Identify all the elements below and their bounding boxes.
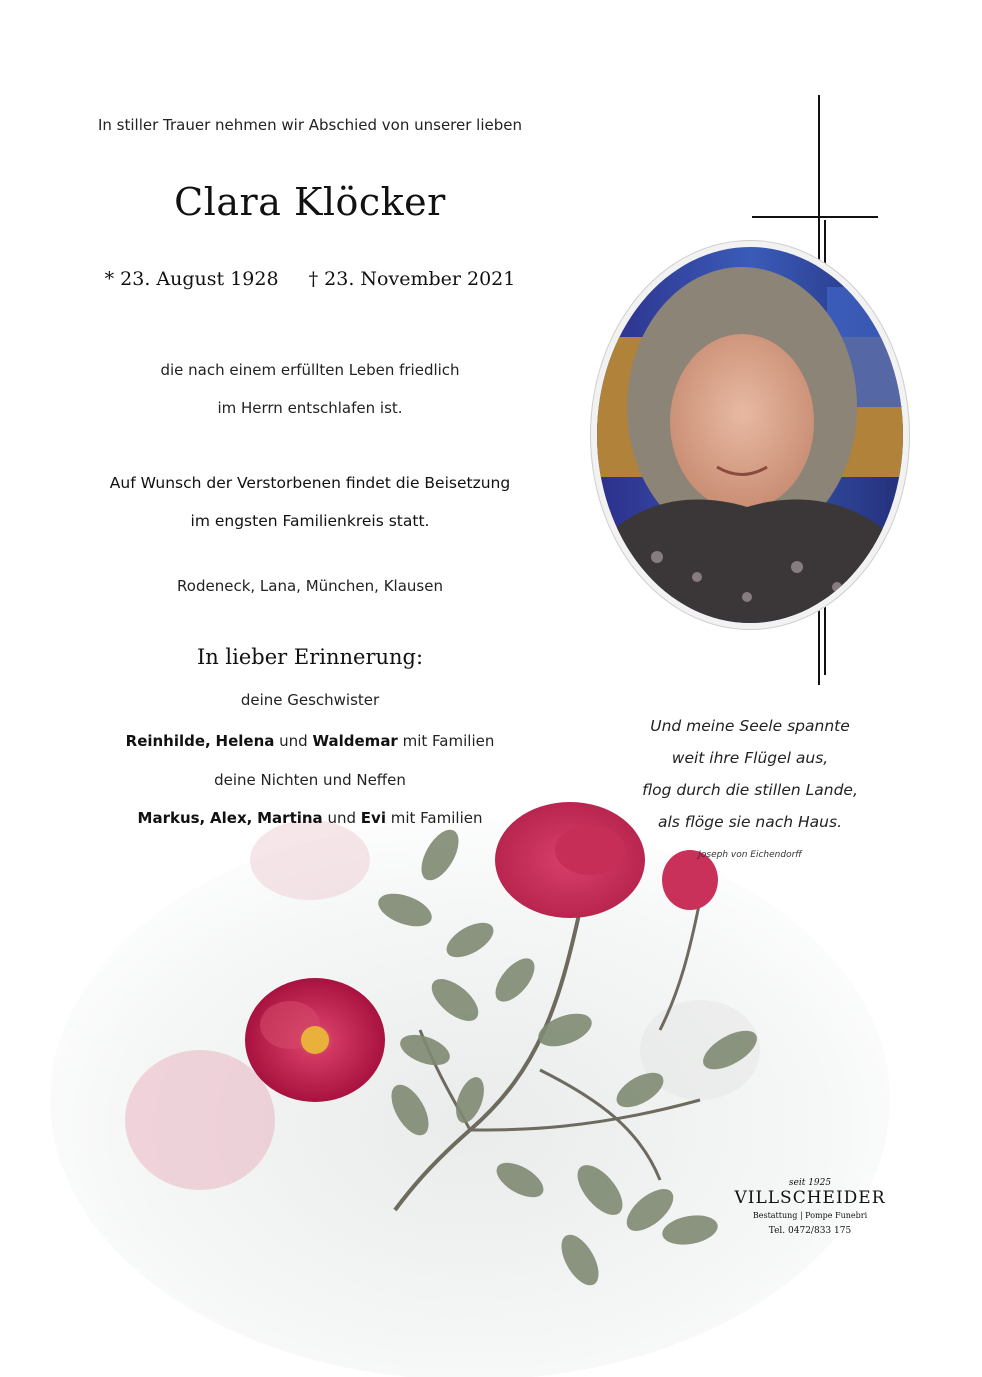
- logo-phone: Tel. 0472/833 175: [768, 1226, 852, 1236]
- places-text: Rodeneck, Lana, München, Klausen: [177, 577, 443, 595]
- siblings-label: deine Geschwister: [240, 691, 380, 709]
- nieces-names: Markus, Alex, Martina und Evi mit Familien: [137, 809, 483, 827]
- logo-since: seit 1925: [788, 1178, 832, 1188]
- logo-name: VILLSCHEIDER: [734, 1188, 886, 1208]
- death-date: † 23. November 2021: [308, 268, 516, 290]
- deceased-name: Clara Klöcker: [174, 180, 446, 224]
- poem: Und meine Seele spannte weit ihre Flügel aus, flog durch die stillen Lande, als flöge sie nach Haus.: [642, 717, 858, 831]
- logo-subtitle: Bestattung | Pompe Funebri: [752, 1211, 868, 1220]
- burial-text: Auf Wunsch der Verstorbenen findet die Beisetzung im engsten Familienkreis statt.: [109, 474, 511, 530]
- nieces-label: deine Nichten und Neffen: [214, 771, 406, 789]
- portrait-photo: [597, 247, 903, 623]
- birth-date: * 23. August 1928: [104, 268, 279, 290]
- roses-decoration: [0, 800, 982, 1377]
- passing-text: die nach einem erfüllten Leben friedlich im Herrn entschlafen ist.: [160, 361, 460, 417]
- portrait-frame: [590, 240, 910, 630]
- life-dates: [60, 268, 560, 290]
- intro-text: In stiller Trauer nehmen wir Abschied von unserer lieben: [97, 116, 523, 134]
- memory-heading: In lieber Erinnerung:: [196, 645, 424, 669]
- siblings-names: Reinhilde, Helena und Waldemar mit Familien: [125, 732, 495, 750]
- poem-author: Joseph von Eichendorff: [698, 850, 802, 860]
- red-rose: [245, 978, 385, 1102]
